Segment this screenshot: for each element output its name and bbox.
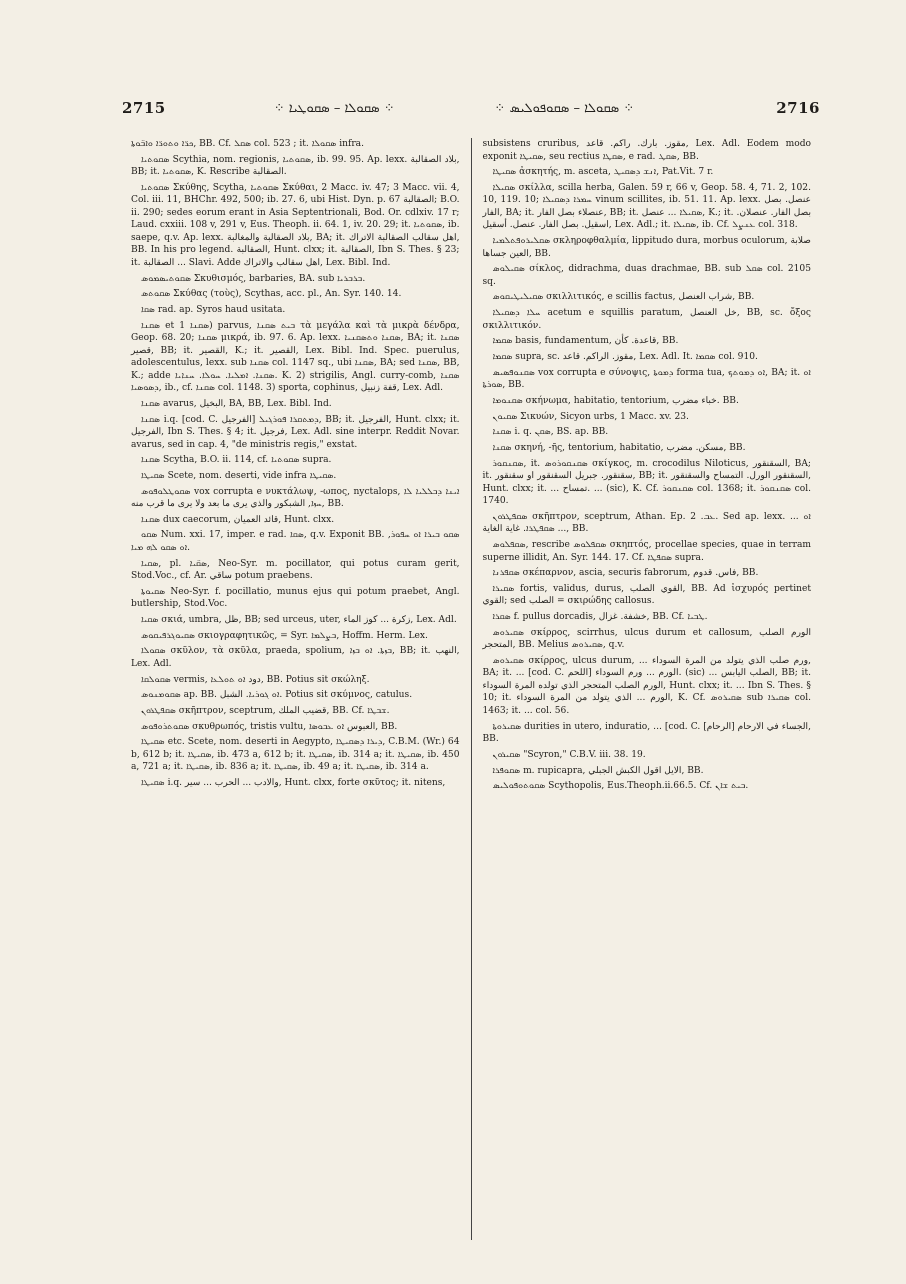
dictionary-entry: ܣܩܡܐ supra, sc. مقوز. الراكم. قاعد, Lex. Adl. It. ܣܩܡܐ col. 910. xyxy=(492,352,758,362)
dictionary-entry: ܣܩܝܛܐ Scete, nom. deserti, vide infra ܣܩܝܛܐ. xyxy=(141,470,337,481)
dictionary-entry: ܣܩܢܐ i. q. ܣܩܢ, BS. ap. BB. xyxy=(492,427,609,438)
dictionary-entry: ܣܩܝܛܐ i.q. والادب ... الحرب ... سير, Hunt. clxx, forte σκῦτος; it. nitens, xyxy=(141,778,446,788)
dictionary-entry: ܣܩܘܬܣ Σκύθας (τοὺς), Scythas, acc. pl., An. Syr. 140. 14. xyxy=(141,289,402,300)
dictionary-entry: ܣܩܝܐ σκιά, umbra, ظل, BB; sed urceus, uter, زكرة ... كوز الماء, Lex. Adl. xyxy=(141,615,457,625)
dictionary-entry: ܣܩܦܪܢܐ σκέπαρνον, ascia, securis fabrorum, فاس. قدوم, BB. xyxy=(492,568,759,579)
dictionary-entry: ܚܠܐ ܕܣܩܝܠܐ acetum e squillis paratum, خل العنصل, BB, sc. ὄξος σκιλλιτικόν. xyxy=(482,308,811,331)
dictionary-entry: ܣܩܘܠܩܐ vermis, دود ܐܘ ܬܘܠܥܐ, BB. Potius sit σκώληξ. xyxy=(141,674,370,685)
left-column xyxy=(122,138,469,1240)
dictionary-entry: ܣܩܐ rad. ap. Syros haud usitata. xyxy=(141,304,286,315)
dictionary-entry: ܣܩܝܪܘܬܐ durities in utero, induratio, ... [cod. C. الجساء في الارحام [الرحام], BB. xyxy=(482,721,811,745)
two-column-body xyxy=(122,138,820,1240)
dictionary-entry: ܣܩܘܦܪܐ m. rupicapra, الايل اقول الكبش الجبلي, BB. xyxy=(492,765,704,776)
left-page-number: 2715 xyxy=(122,99,166,117)
dictionary-entry: ܣܩܝܛܐ ἀσκητής, m. asceta, ܐܢܫ ܕܣܩܝܛ, Pat.Vit. 7 r. xyxy=(492,167,714,178)
dictionary-entry: ܣܩܝܘܢ Σικυών, Sicyon urbs, 1 Macc. xv. 23. xyxy=(492,411,689,422)
dictionary-entry: ܣܩܝܛܐ etc. Scete, nom. deserti in Aegypto, ܕܝܪܐ ܕܣܩܝܛܐ, C.B.M. (Wr.) 64 b, 612 b; it. ܣܩܝܛܐ, ib. 473 a, 612 b; it. ܣܩܝܛܐ, ib. 314 a; it. ܣܩܝܛܐ, ib. 450 a, 721 a; it. ܣܩܝܛܐ, ib. 836 a; it. ܣܩܝܛܐ, ib. 49 a; it. ܣܩܝܛܐ, ib. 314 a. xyxy=(131,737,460,773)
running-head-left xyxy=(122,99,395,117)
dictionary-entry: ܣܩܘܠܐ σκῦλον, τὰ σκῦλα, praeda, spolium, ܒܙܬܐ. ܐܘ ܒܙܐ, BB; it. النهب, Lex. Adl. xyxy=(131,646,460,669)
dictionary-entry: ܣܩܡܐ basis, fundamentum, قاعدة. كأن, BB. xyxy=(492,336,679,347)
dictionary-entry: ܣܩܦܠܘܣ, rescribe ܣܩܦܠܘܣ σκηπτός, procellae species, quae in terram superne illidit, An. Syr. 144. 17. Cf. ܣܩܦܛܐ supra. xyxy=(482,540,812,563)
dictionary-entry: ܣܩܢܘܡܐ σκήνωμα, habitatio, tentorium, خباء مضرب. BB. xyxy=(492,395,739,406)
dictionary-entry: ܣܩܝܠܐ σκίλλα, scilla herba, Galen. 59 r, 66 v, Geop. 58. 4, 71. 2, 102. 10, 119. 10; ܚܡܪܐ ܕܣܩܝܠܐ vinum scillites, ib. 51. 11. Ap. lexx. عنصل. بصل الفار, BA; it. عنصلاء بصل الفار, BB; it. ܣܩܝܠܐ ... عنصل, K.; it. بصل الفار. عنصلان. اسقيل. بصل الفار. عنصل. أسقيل, Lex. Adl.; it. ܣܩܝܠܐ, ib. Cf. ܥܢܨܠ col. 318. xyxy=(482,182,811,231)
dictionary-entry: ܣܩܝܘܬܐ Neo-Syr. f. pocillatio, munus ejus qui potum praebet, Angl. butlership, Stod.Voc. xyxy=(131,586,460,610)
dictionary-entry: ܣܩܢܘܦܣܝܣ vox corrupta e σύνοψις, ܕܡܘܬܐ forma tua, ܐܘ ܕܡܘܬܟ, BA; it. ܐܘ ܣܘܪܬܐ, BB. xyxy=(482,367,811,391)
dictionary-entry: ܣܩܘܬܝܣܡܘܣ Σκυθισμός, barbaries, BA. sub ܒܪܒܪܝܐ. xyxy=(141,273,366,284)
dictionary-entry: ܣܩܝܠܝܛܝܩܘܣ σκιλλιτικός, e scillis factus, شراب العنصل, BB. xyxy=(492,292,755,303)
dictionary-entry: ܣܩܢܩܘܪ, it. ܣܩܢܩܘܪܘܣ σκίγκος, m. crocodilus Niloticus, السقنقور, BA; it. سقنقور. جبريل السقنقور او سقنقور, BB; it. السقنقور الورل. التمساح والسقنقور, Hunt. clxx; it. ... تمساح. ... (sic), K. Cf. ܣܩܢܩܘܪ col. 1368; it. ܣܩܢܩܘܪ col. 1740. xyxy=(482,458,812,507)
dictionary-entry: ܣܩܘܛܠܘܦܘܣ vox corrupta e νυκτάλωψ, -ωπος, nyctalops, ܐܝܢܐ ܕܒܠܠܝܐ ܠܐ ܚܙܐ, الشبكور والذي يرى ما بعد ولا يرى ما قرب منه, BB. xyxy=(131,486,460,510)
dictionary-entry: ܟܪ̈ܐ ܘܬܘܪ̈ܐ ܘܐܒ̈ܘܬܐ, BB. Cf. ܣܩܠ col. 523 ; it. ܣܩܘܠܐ infra. xyxy=(131,139,364,149)
dictionary-entry: ܣܩܝܪܘܣ σκίρρος, scirrhus, ulcus durum et callosum, الورم الصلب المتحجر, BB. Melius ܣܩܝܪܘܣ, q.v. xyxy=(482,627,811,651)
dictionary-entry: ܣܩܢܐ i.q. [cod. C. الفرجيل] ܕܡܬܩܪܐ ܦܘܪܓܝܠ, BB; it. الفرجيل, Hunt. clxx; it. الفرجيل, Ibn S. Thes. § 4; it. فرجيل, Lex. Adl. sine interpr. Reddit Novar. avarus, sed in cap. 4, "de ministris regis," exstat. xyxy=(131,414,460,450)
dictionary-entry: ܣܩܢܐ et ܣܩܢܐ 1) parvus, ܒܝܬ ܣܩܢܐ τὰ μεγάλα καὶ τὰ μικρὰ δένδρα, Geop. 68. 20; ܣܩܢܐ μικρά, ib. 97. 6. Ap. lexx. ܣܩܢܐ ܘܬܣܩܢܝܐ, BA; it. ܣܩܢܐ قصير, BB; it. القصير, K.; it. القصير, Lex. Bibl. Ind. Spec. puerulus, adolescentulus, lexx. sub ܣܩܢܐ col. 1147 sq., ubi ܣܩܢܐ, BA; sed ܣܩܢܐ, BB, K.; adde ܣܩܢܐ. ܐܡܠܝܐ. ܚܘܠܐ. ܚܢܐܝܐ. K. 2) strigilis, Angl. curry-comb, ܣܩܢܐ ܕܣܘܣܝܐ, ib., cf. ܣܩܢܐ col. 1148. 3) sporta, cophinus, قفة زنبيل, Lex. Adl. xyxy=(131,320,460,394)
dictionary-entry: ܣܩܘܬܝܐ Σκύθης, Scytha, ܣܩܘܬܝܐ Σκύθαι, 2 Macc. iv. 47; 3 Macc. vii. 4, Col. iii. 11, BHChr. 492, 500; ib. 27. 6, ubi Hist. Dyn. p. 67 الصقالبة; B.O. ii. 290; sedes eorum erant in Asia Septentrionali, Bod. Or. cdlxiv. 17 r; Laud. cxxiii. 108 v, 291 v, Eus. Theoph. ii. 64. 1, iv. 20. 29; it. ܣܩܘܬܝܐ, ib. saepe, q.v. Ap. lexx. بلاد الصقالبة والمغالبة, BA; it. اهل سقالب الصقالبة الاتراك, BB. In his pro legend. الصقالبة, Hunt. clxx; it. الصقالبة, Ibn S. Thes. § 23; it. الصقالبة ... Slavi. Adde اهل سقالب والاتراك, Lex. Bibl. Ind. xyxy=(131,182,460,268)
dictionary-entry: ܣܩܘܬܝܐ Scythia, nom. regionis, ܣܩܘܬܝܐ, ib. 99. 95. Ap. lexx. بلاد الصقالبة, BB; it. ܣܩܘܬܝܐ, K. Rescribe الصقالبة. xyxy=(131,154,460,178)
dictionary-entry: ܣܩܦܛܪܘܢ σκῆπτρον, sceptrum, Athan. Ep. ܥܒ. 2. Sed ap. lexx. ... ܐܘ ܣܩܦܛܪܐ. غاية الغاية ..., BB. xyxy=(482,511,811,535)
dictionary-entry: ܣܩܢܐ Scytha, B.O. ii. 114, cf. ܣܩܘܬܝܐ supra. xyxy=(141,455,332,466)
dictionary-entry: ܣܩܝܪܐ fortis, validus, durus, القوي الصلب, BB. Ad ἰσχυρός pertinet القوي; sed الصلب = σκιρώδης callosus. xyxy=(482,583,811,607)
right-running-title: ⁘ ܣܩܘܠܐ – ܣܩܘܦܘܠܝܣ ⁘ xyxy=(494,100,635,116)
dictionary-entry: ܣܩܢܐ dux caecorum, قائد العميان, Hunt. clxx. xyxy=(141,514,335,525)
dictionary-entry: ܣܩܠܝܪܘܦܬܠܡܝܐ σκληροφθαλμία, lippitudo dura, morbus oculorum, صلابة العين جساها, BB. xyxy=(482,236,811,259)
running-head xyxy=(122,96,820,120)
running-head-right xyxy=(494,99,820,117)
dictionary-entry: ܣܩܪܐ f. pullus dorcadis, خشفة. غزال, BB. Cf. ܛܒܝܐ. xyxy=(492,612,708,623)
dictionary-entry: ܣܩܦܛܪܘܢ σκῆπτρον, sceptrum, قضيب الملك, BB. Cf. ܫܒܛܐ. xyxy=(141,705,390,716)
dictionary-entry: ܣܩܝܐ, pl. ܣܩ̈ܝܐ, Neo-Syr. m. pocillator, qui potus curam gerit, Stod.Voc., cf. Ar. ساقي potum praebens. xyxy=(131,558,460,582)
dictionary-entry: ܣܩܝܘܓܪܦܝܩܘܣ σκιογραφητικῶς, = Syr. ܒܨܠܡܐ, Hoffm. Herm. Lex. xyxy=(141,630,428,641)
dictionary-entry: ܣܩܘܡܢܘܣ ap. BB. ܐܘ ܓܘܪܝܐ. الشبل. Potius sit σκύμνος, catulus. xyxy=(141,690,413,701)
right-column xyxy=(474,138,821,1240)
dictionary-entry: ܣܩܘܬܘܦܘܠܝܣ Scythopolis, Eus.Theoph.ii.66.5. Cf. ܒܝܬ ܫܐܢ. xyxy=(492,781,749,792)
dictionary-entry: ܣܩܘܬܪܘܦܘܣ σκυθρωπός, tristis vultu, العبوس ܐܘ ܥܒܘܣܐ, BB. xyxy=(141,721,398,732)
dictionary-entry: ܣܩܝܪܘܢ "Scyron," C.B.V. iii. 38. 19. xyxy=(492,749,646,760)
dictionary-entry: ܣܩܢܐ avarus, البخيل, BA, BB, Lex. Bibl. Ind. xyxy=(141,398,332,409)
dictionary-entry: ܣܩܘ Num. xxi. 17, imper. e rad. ܣܩܐ, q.v. Exponit BB. ܣܩܘ ܒܝܪܐ ܐܘ ܚܦܘܪ, ܐܘ ܣܩܘ ܠܗ ܡܝܐ. xyxy=(131,530,460,553)
dictionary-entry: ܣܩܝܠܘܣ σίκλος, didrachma, duas drachmae, BB. sub ܣܩܠ col. 2105 sq. xyxy=(482,264,811,287)
left-running-title: ⁘ ܣܩܘܠܐ – ܣܩܘܛܝܐ ⁘ xyxy=(273,100,395,116)
column-divider xyxy=(471,138,472,1240)
dictionary-entry: ܣܩܝܪܘܣ σκίρρος, ulcus durum, ... ورم صلب الذي يتولد من المرة السوداء, BA; it. ... [cod. C. اللحم] الورم ... ورم السوداء. (sic) ... الصلب اليابس, BB; it. الورم الصلب المتحجر الذي تولده المرة السوداء, Hunt. clxx; it. ... Ibn S. Thes. § 10; it. الورم ... الذي يتولد من المرة السوداء, K. Cf. ܣܩܝܪܘܣ sub ܣܩܝܪܐ col. 1463; it. ... col. 56. xyxy=(482,655,812,716)
right-page-number: 2716 xyxy=(776,99,820,117)
dictionary-entry: ܣܩܢܐ σκηνή, -ῆς, tentorium, habitatio, مسكن. مضرب, BB. xyxy=(492,442,746,453)
dictionary-entry: subsistens cruribus, مقوز. بارك. راكم. قاعد, Lex. Adl. Eodem modo exponit ܣܩܝܛܐ, seu rectius ܣܩܛܐ, e rad. ܣܩܛ, BB. xyxy=(482,139,811,162)
